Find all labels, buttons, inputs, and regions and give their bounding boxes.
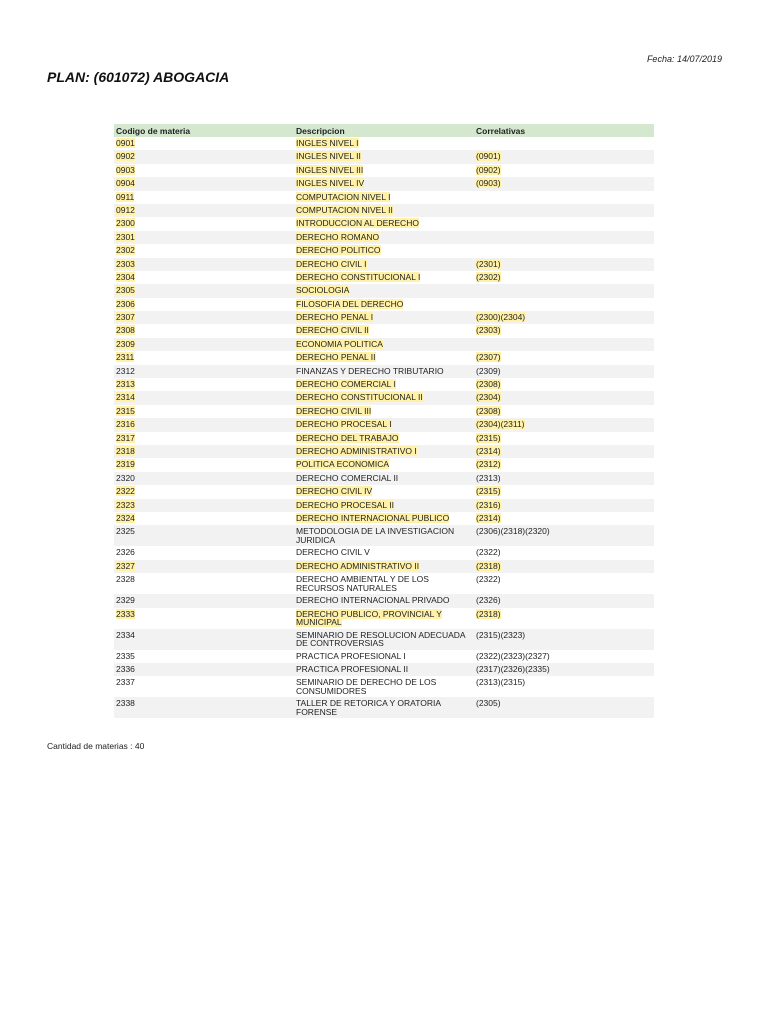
description-text: DERECHO PROCESAL I <box>296 419 392 430</box>
table-row <box>114 697 654 718</box>
code-text: 2318 <box>116 445 135 456</box>
table-row <box>114 650 654 663</box>
cell-correlatives <box>474 405 654 418</box>
table-row <box>114 150 654 163</box>
cell-description <box>294 405 474 418</box>
cell-correlatives <box>474 546 654 559</box>
correlatives-text: (2317)(2326)(2335) <box>476 663 550 674</box>
cell-description <box>294 608 474 629</box>
cell-description <box>294 150 474 163</box>
code-text: 2314 <box>116 392 135 403</box>
code-text: 2329 <box>116 595 135 606</box>
cell-description <box>294 697 474 718</box>
description-text: DERECHO PUBLICO, PROVINCIAL Y MUNICIPAL <box>296 608 442 627</box>
cell-description <box>294 284 474 297</box>
description-text: FINANZAS Y DERECHO TRIBUTARIO <box>296 365 444 376</box>
code-text: 2305 <box>116 285 135 296</box>
code-text: 2326 <box>116 547 135 558</box>
code-text: 2316 <box>116 419 135 430</box>
code-text: 2309 <box>116 338 135 349</box>
cell-code <box>114 244 294 257</box>
description-text: SEMINARIO DE RESOLUCION ADECUADA DE CONTROVERSIAS <box>296 629 466 648</box>
correlatives-text: (2301) <box>476 258 501 269</box>
correlatives-text: (0901) <box>476 151 501 162</box>
cell-correlatives <box>474 244 654 257</box>
cell-description <box>294 445 474 458</box>
cell-description <box>294 298 474 311</box>
cell-description <box>294 191 474 204</box>
description-text: FILOSOFIA DEL DERECHO <box>296 298 404 309</box>
table-row <box>114 298 654 311</box>
cell-code <box>114 594 294 607</box>
cell-correlatives <box>474 472 654 485</box>
correlatives-text: (2306)(2318)(2320) <box>476 526 550 537</box>
correlatives-text: (2315)(2323) <box>476 629 526 640</box>
correlatives-text: (0902) <box>476 164 501 175</box>
cell-correlatives <box>474 137 654 150</box>
table-row <box>114 512 654 525</box>
date-label: Fecha: 14/07/2019 <box>646 54 722 64</box>
description-text: DERECHO CONSTITUCIONAL I <box>296 271 421 282</box>
code-text: 2334 <box>116 629 135 640</box>
cell-description <box>294 365 474 378</box>
cell-description <box>294 231 474 244</box>
code-text: 2302 <box>116 245 135 256</box>
correlatives-text: (2308) <box>476 405 501 416</box>
cell-description <box>294 472 474 485</box>
description-text: COMPUTACION NIVEL I <box>296 191 391 202</box>
description-text: DERECHO INTERNACIONAL PUBLICO <box>296 512 450 523</box>
code-text: 2335 <box>116 650 135 661</box>
table-body <box>114 137 654 718</box>
correlatives-text: (2318) <box>476 560 501 571</box>
code-text: 2307 <box>116 312 135 323</box>
cell-correlatives <box>474 650 654 663</box>
cell-code <box>114 432 294 445</box>
cell-code <box>114 472 294 485</box>
cell-description <box>294 458 474 471</box>
code-text: 2325 <box>116 526 135 537</box>
cell-code <box>114 298 294 311</box>
subject-count: Cantidad de materias : 40 <box>47 741 145 751</box>
table-row <box>114 676 654 697</box>
description-text: POLITICA ECONOMICA <box>296 459 390 470</box>
cell-correlatives <box>474 378 654 391</box>
table-row <box>114 164 654 177</box>
description-text: DERECHO ADMINISTRATIVO II <box>296 560 420 571</box>
table-row <box>114 191 654 204</box>
cell-correlatives <box>474 271 654 284</box>
column-header-description: Descripcion <box>294 124 474 137</box>
cell-correlatives <box>474 391 654 404</box>
description-text: PRACTICA PROFESIONAL I <box>296 650 406 661</box>
cell-code <box>114 284 294 297</box>
description-text: INGLES NIVEL IV <box>296 178 365 189</box>
description-text: DERECHO CIVIL III <box>296 405 372 416</box>
cell-code <box>114 485 294 498</box>
correlatives-text: (2322) <box>476 547 501 558</box>
cell-correlatives <box>474 204 654 217</box>
description-text: COMPUTACION NIVEL II <box>296 204 393 215</box>
description-text: DERECHO CIVIL II <box>296 325 369 336</box>
code-text: 2308 <box>116 325 135 336</box>
cell-correlatives <box>474 311 654 324</box>
correlatives-text: (2322)(2323)(2327) <box>476 650 550 661</box>
cell-code <box>114 629 294 650</box>
cell-description <box>294 177 474 190</box>
cell-code <box>114 177 294 190</box>
code-text: 0912 <box>116 204 135 215</box>
table-row <box>114 525 654 546</box>
cell-correlatives <box>474 512 654 525</box>
cell-correlatives <box>474 608 654 629</box>
correlatives-text: (2303) <box>476 325 501 336</box>
description-text: PRACTICA PROFESIONAL II <box>296 663 409 674</box>
correlatives-text: (2313) <box>476 472 501 483</box>
cell-correlatives <box>474 445 654 458</box>
description-text: ECONOMIA POLITICA <box>296 338 383 349</box>
table-row <box>114 560 654 573</box>
cell-code <box>114 191 294 204</box>
code-text: 0904 <box>116 178 135 189</box>
correlatives-text: (2313)(2315) <box>476 677 526 688</box>
cell-description <box>294 512 474 525</box>
cell-description <box>294 676 474 697</box>
cell-code <box>114 338 294 351</box>
cell-description <box>294 560 474 573</box>
code-text: 2333 <box>116 608 135 619</box>
cell-description <box>294 485 474 498</box>
cell-code <box>114 499 294 512</box>
table-row <box>114 445 654 458</box>
cell-description <box>294 338 474 351</box>
code-text: 2300 <box>116 218 135 229</box>
cell-code <box>114 512 294 525</box>
description-text: DERECHO PENAL I <box>296 312 374 323</box>
code-text: 2301 <box>116 231 135 242</box>
cell-correlatives <box>474 177 654 190</box>
table-row <box>114 137 654 150</box>
table-row <box>114 485 654 498</box>
code-text: 2327 <box>116 560 135 571</box>
description-text: DERECHO DEL TRABAJO <box>296 432 399 443</box>
cell-description <box>294 164 474 177</box>
cell-correlatives <box>474 338 654 351</box>
correlatives-text: (2312) <box>476 459 501 470</box>
code-text: 2319 <box>116 459 135 470</box>
table-row <box>114 663 654 676</box>
cell-code <box>114 137 294 150</box>
correlatives-text: (2315) <box>476 486 501 497</box>
correlatives-text: (2326) <box>476 595 501 606</box>
description-text: DERECHO COMERCIAL I <box>296 379 396 390</box>
cell-correlatives <box>474 217 654 230</box>
cell-description <box>294 204 474 217</box>
cell-code <box>114 231 294 244</box>
description-text: DERECHO CONSTITUCIONAL II <box>296 392 423 403</box>
code-text: 2338 <box>116 698 135 709</box>
correlatives-text: (2307) <box>476 352 501 363</box>
cell-correlatives <box>474 499 654 512</box>
description-text: DERECHO PROCESAL II <box>296 499 394 510</box>
cell-code <box>114 560 294 573</box>
correlatives-text: (2302) <box>476 271 501 282</box>
cell-correlatives <box>474 629 654 650</box>
correlatives-text: (2308) <box>476 379 501 390</box>
code-text: 2313 <box>116 379 135 390</box>
table-row <box>114 629 654 650</box>
cell-description <box>294 324 474 337</box>
page-title: PLAN: (601072) ABOGACIA <box>47 69 230 85</box>
cell-correlatives <box>474 324 654 337</box>
table-row <box>114 217 654 230</box>
cell-code <box>114 676 294 697</box>
cell-correlatives <box>474 150 654 163</box>
description-text: DERECHO CIVIL V <box>296 547 370 558</box>
cell-correlatives <box>474 351 654 364</box>
table-row <box>114 204 654 217</box>
table-row <box>114 244 654 257</box>
table-row <box>114 472 654 485</box>
cell-code <box>114 663 294 676</box>
cell-correlatives <box>474 560 654 573</box>
description-text: INGLES NIVEL III <box>296 164 364 175</box>
code-text: 0911 <box>116 191 135 202</box>
cell-code <box>114 573 294 594</box>
table-row <box>114 365 654 378</box>
description-text: DERECHO COMERCIAL II <box>296 472 399 483</box>
correlatives-text: (2316) <box>476 499 501 510</box>
cell-description <box>294 663 474 676</box>
cell-code <box>114 164 294 177</box>
cell-description <box>294 629 474 650</box>
description-text: DERECHO POLITICO <box>296 245 381 256</box>
cell-code <box>114 217 294 230</box>
table-row <box>114 378 654 391</box>
description-text: DERECHO CIVIL IV <box>296 486 373 497</box>
code-text: 0902 <box>116 151 135 162</box>
cell-correlatives <box>474 284 654 297</box>
correlatives-text: (2300)(2304) <box>476 312 526 323</box>
table-row <box>114 573 654 594</box>
cell-correlatives <box>474 663 654 676</box>
description-text: DERECHO INTERNACIONAL PRIVADO <box>296 595 450 606</box>
code-text: 2322 <box>116 486 135 497</box>
cell-correlatives <box>474 164 654 177</box>
table-row <box>114 499 654 512</box>
cell-code <box>114 391 294 404</box>
table-row <box>114 391 654 404</box>
cell-code <box>114 324 294 337</box>
cell-code <box>114 405 294 418</box>
cell-code <box>114 351 294 364</box>
cell-description <box>294 594 474 607</box>
correlatives-text: (2304) <box>476 392 501 403</box>
correlatives-text: (2314) <box>476 512 501 523</box>
cell-description <box>294 244 474 257</box>
table-header-row <box>114 124 654 137</box>
cell-description <box>294 271 474 284</box>
cell-code <box>114 458 294 471</box>
description-text: DERECHO AMBIENTAL Y DE LOS RECURSOS NATURALES <box>296 574 429 593</box>
code-text: 2320 <box>116 472 135 483</box>
code-text: 2315 <box>116 405 135 416</box>
correlatives-text: (2315) <box>476 432 501 443</box>
cell-correlatives <box>474 418 654 431</box>
cell-description <box>294 418 474 431</box>
description-text: DERECHO CIVIL I <box>296 258 367 269</box>
description-text: DERECHO PENAL II <box>296 352 376 363</box>
table-row <box>114 258 654 271</box>
description-text: INGLES NIVEL I <box>296 138 359 148</box>
table-row <box>114 432 654 445</box>
cell-description <box>294 573 474 594</box>
cell-correlatives <box>474 525 654 546</box>
cell-code <box>114 445 294 458</box>
cell-code <box>114 204 294 217</box>
table-row <box>114 351 654 364</box>
cell-description <box>294 499 474 512</box>
table-row <box>114 271 654 284</box>
correlatives-text: (2314) <box>476 445 501 456</box>
code-text: 2323 <box>116 499 135 510</box>
cell-code <box>114 608 294 629</box>
cell-description <box>294 432 474 445</box>
cell-correlatives <box>474 365 654 378</box>
code-text: 2336 <box>116 663 135 674</box>
description-text: INGLES NIVEL II <box>296 151 361 162</box>
correlatives-text: (2322) <box>476 574 501 585</box>
column-header-correlatives: Correlativas <box>474 124 654 137</box>
code-text: 2311 <box>116 352 135 363</box>
cell-correlatives <box>474 298 654 311</box>
description-text: SOCIOLOGIA <box>296 285 350 296</box>
cell-code <box>114 650 294 663</box>
cell-correlatives <box>474 594 654 607</box>
code-text: 2303 <box>116 258 135 269</box>
code-text: 2306 <box>116 298 135 309</box>
cell-code <box>114 546 294 559</box>
column-header-code: Codigo de materia <box>114 124 294 137</box>
cell-description <box>294 258 474 271</box>
cell-correlatives <box>474 573 654 594</box>
cell-code <box>114 150 294 163</box>
cell-description <box>294 351 474 364</box>
cell-correlatives <box>474 697 654 718</box>
cell-code <box>114 311 294 324</box>
code-text: 2324 <box>116 512 135 523</box>
table-row <box>114 608 654 629</box>
table-row <box>114 418 654 431</box>
cell-correlatives <box>474 258 654 271</box>
cell-code <box>114 258 294 271</box>
code-text: 2312 <box>116 365 135 376</box>
table-row <box>114 338 654 351</box>
description-text: TALLER DE RETORICA Y ORATORIA FORENSE <box>296 698 441 717</box>
description-text: METODOLOGIA DE LA INVESTIGACION JURIDICA <box>296 526 455 545</box>
table-row <box>114 324 654 337</box>
code-text: 0901 <box>116 138 135 148</box>
cell-correlatives <box>474 231 654 244</box>
code-text: 0903 <box>116 164 135 175</box>
cell-correlatives <box>474 432 654 445</box>
cell-correlatives <box>474 458 654 471</box>
correlatives-text: (2304)(2311) <box>476 419 525 430</box>
cell-description <box>294 525 474 546</box>
description-text: INTRODUCCION AL DERECHO <box>296 218 419 229</box>
cell-description <box>294 137 474 150</box>
code-text: 2304 <box>116 271 135 282</box>
description-text: SEMINARIO DE DERECHO DE LOS CONSUMIDORES <box>296 677 437 696</box>
table-row <box>114 546 654 559</box>
cell-description <box>294 217 474 230</box>
table-row <box>114 594 654 607</box>
correlatives-text: (0903) <box>476 178 501 189</box>
correlatives-text: (2305) <box>476 698 501 709</box>
cell-correlatives <box>474 676 654 697</box>
cell-correlatives <box>474 485 654 498</box>
cell-code <box>114 365 294 378</box>
cell-description <box>294 546 474 559</box>
table-row <box>114 458 654 471</box>
cell-description <box>294 650 474 663</box>
description-text: DERECHO ADMINISTRATIVO I <box>296 445 417 456</box>
code-text: 2317 <box>116 432 135 443</box>
cell-description <box>294 391 474 404</box>
cell-code <box>114 271 294 284</box>
cell-code <box>114 378 294 391</box>
cell-description <box>294 311 474 324</box>
description-text: DERECHO ROMANO <box>296 231 380 242</box>
table-row <box>114 231 654 244</box>
code-text: 2328 <box>116 574 135 585</box>
cell-correlatives <box>474 191 654 204</box>
correlatives-text: (2318) <box>476 608 501 619</box>
correlatives-text: (2309) <box>476 365 501 376</box>
table-row <box>114 177 654 190</box>
subjects-table <box>114 124 654 718</box>
table-row <box>114 284 654 297</box>
cell-code <box>114 525 294 546</box>
cell-code <box>114 418 294 431</box>
code-text: 2337 <box>116 677 135 688</box>
cell-code <box>114 697 294 718</box>
table-row <box>114 311 654 324</box>
table-row <box>114 405 654 418</box>
cell-description <box>294 378 474 391</box>
